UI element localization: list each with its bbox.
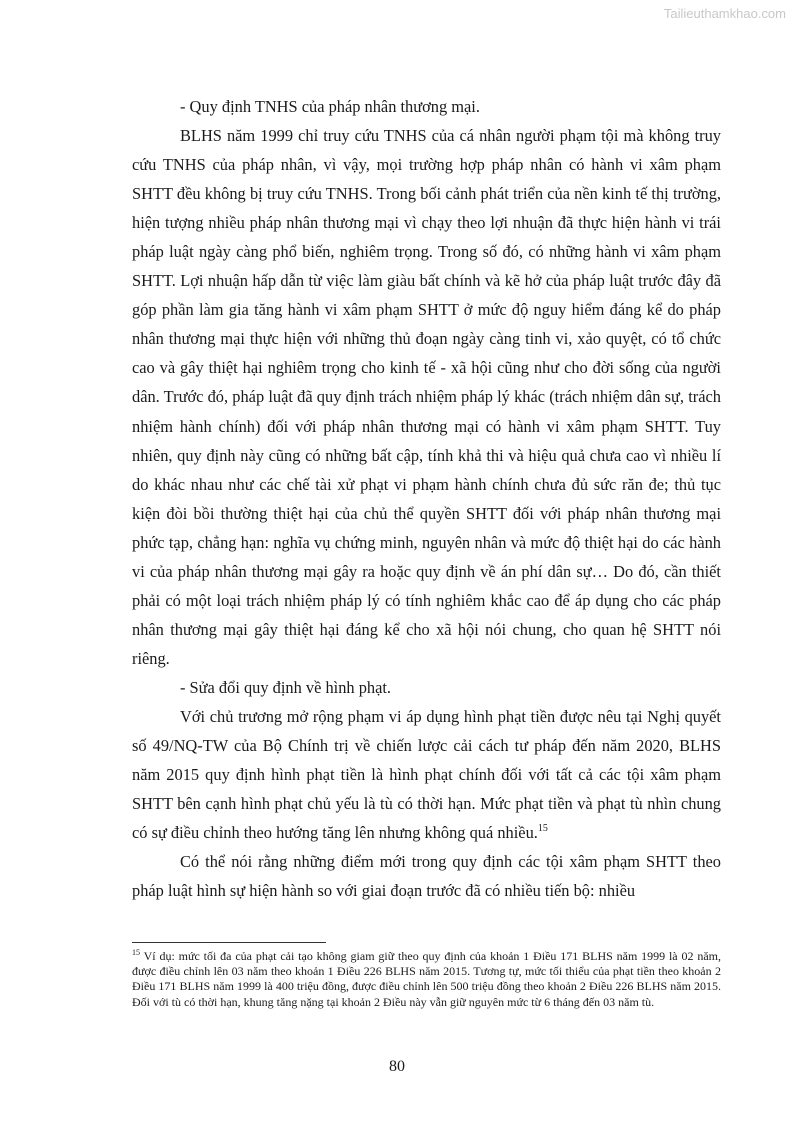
- footnote-divider: [132, 942, 326, 943]
- footnote: [132, 949, 721, 1010]
- paragraph-heading-penalty: - Sửa đổi quy định về hình phạt.: [180, 677, 392, 697]
- footnote-text: Ví dụ: mức tối đa của phạt cải tạo không giam giữ theo quy định của khoản 1 Điều 171 BLHS năm 1999 là 02 năm, được điều chỉnh lên 03 năm theo khoản 1 Điều 226 BLHS năm 2015. Tương tự, mức tối thiểu của phạt tiền theo khoản 2 Điều 171 BLHS năm 1999 là 400 triệu đồng, được điều chỉnh lên 500 triệu đồng theo khoản 2 Điều 226 BLHS năm 2015. Đối với tù có thời hạn, khung tăng nặng tại khoản 2 Điều này vẫn giữ nguyên mức từ 6 tháng đến 03 năm tù.: [132, 949, 721, 1009]
- paragraph-heading-legal-entity: - Quy định TNHS của pháp nhân thương mại.: [180, 97, 480, 116]
- paragraph-conclusion: Có thể nói rằng những điểm mới trong quy định các tội xâm phạm SHTT theo pháp luật hình sự hiện hành so với giai đoạn trước đã có nhiều tiến bộ: nhiều: [132, 852, 721, 901]
- watermark: Tailieuthamkhao.com: [663, 6, 786, 21]
- document-body: [132, 92, 721, 905]
- page-number: 80: [389, 1058, 405, 1075]
- paragraph-fine-penalty: [132, 702, 721, 847]
- paragraph-legal-entity-liability: BLHS năm 1999 chỉ truy cứu TNHS của cá nhân người phạm tội mà không truy cứu TNHS của pháp nhân, vì vậy, mọi trường hợp pháp nhân có hành vi xâm phạm SHTT đều không bị truy cứu TNHS. Trong bối cảnh phát triển của nền kinh tế thị trường, hiện tượng nhiều pháp nhân thương mại vì chạy theo lợi nhuận đã thực hiện hành vi trái pháp luật ngày càng phổ biến, nghiêm trọng. Trong số đó, có những hành vi xâm phạm SHTT. Lợi nhuận hấp dẫn từ việc làm giàu bất chính và kẽ hở của pháp luật trước đây đã góp phần làm gia tăng hành vi xâm phạm SHTT ở mức độ nguy hiểm đáng kể do pháp nhân thương mại thực hiện với những thủ đoạn ngày càng tinh vi, xảo quyệt, có tổ chức cao và gây thiệt hại nghiêm trọng cho kinh tế - xã hội cũng như cho đời sống của người dân. Trước đó, pháp luật đã quy định trách nhiệm pháp lý khác (trách nhiệm dân sự, trách nhiệm hành chính) đối với pháp nhân thương mại có hành vi xâm phạm SHTT. Tuy nhiên, quy định này cũng có những bất cập, tính khả thi và hiệu quả chưa cao vì nhiều lí do khác nhau như các chế tài xử phạt vi phạm hành chính chưa đủ sức răn đe; thủ tục kiện đòi bồi thường thiệt hại của chủ thể quyền SHTT đối với pháp nhân thương mại phức tạp, chẳng hạn: nghĩa vụ chứng minh, nguyên nhân và mức độ thiệt hại do các hành vi của pháp nhân thương mại gây ra hoặc quy định về án phí dân sự… Do đó, cần thiết phải có một loại trách nhiệm pháp lý có tính nghiêm khắc cao để áp dụng cho các pháp nhân thương mại gây thiệt hại đáng kể cho xã hội nói chung, cho quan hệ SHTT nói riêng.: [132, 126, 721, 668]
- footnote-marker: 15: [132, 948, 140, 957]
- footnote-reference[interactable]: 15: [537, 822, 548, 834]
- paragraph-fine-penalty-text: Với chủ trương mở rộng phạm vi áp dụng hình phạt tiền được nêu tại Nghị quyết số 49/NQ-TW của Bộ Chính trị về chiến lược cải cách tư pháp đến năm 2020, BLHS năm 2015 quy định hình phạt tiền là hình phạt chính đối với tất cả các tội xâm phạm SHTT bên cạnh hình phạt chủ yếu là tù có thời hạn. Mức phạt tiền và phạt tù nhìn chung có sự điều chỉnh theo hướng tăng lên nhưng không quá nhiều.: [132, 706, 721, 843]
